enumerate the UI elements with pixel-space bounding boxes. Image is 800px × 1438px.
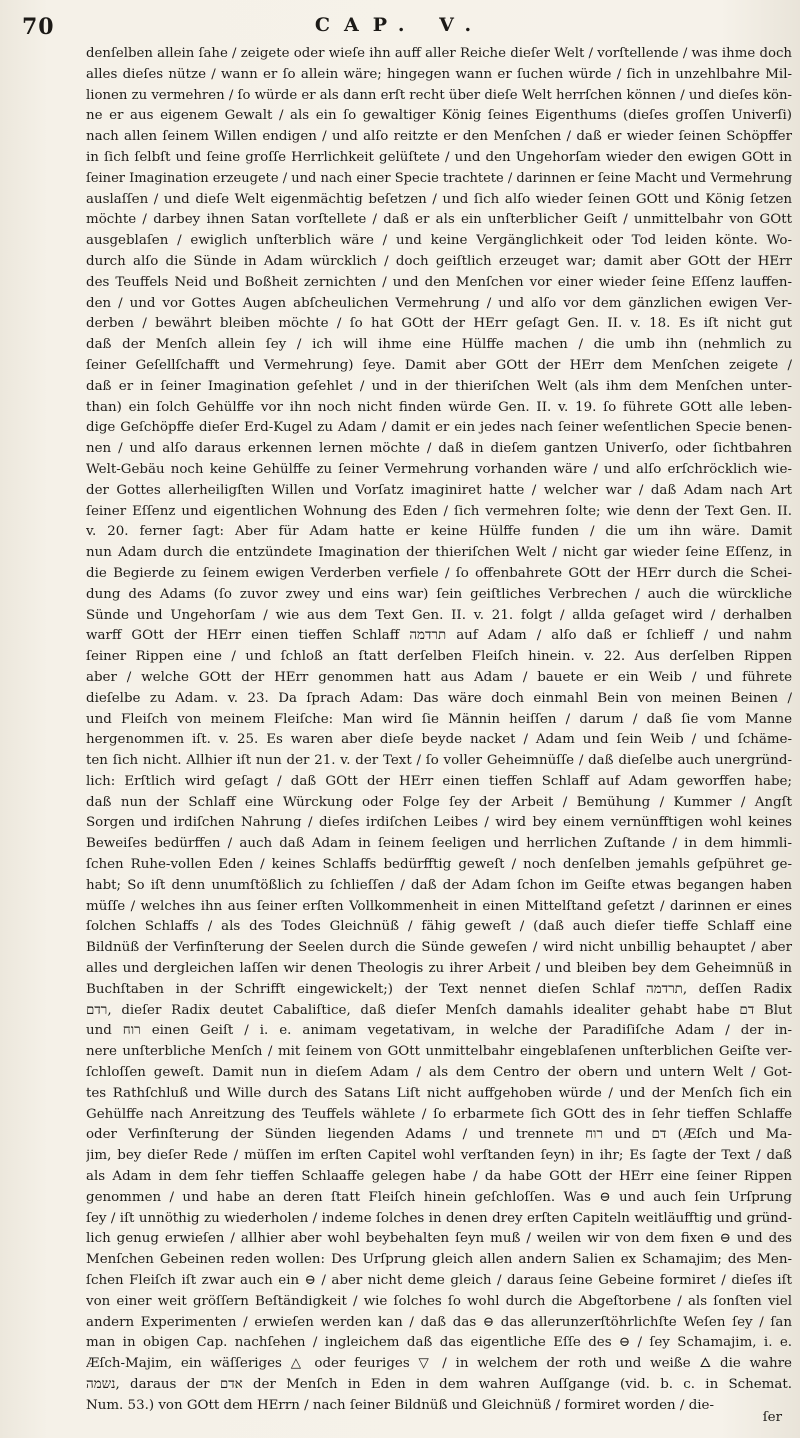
text-line: durch alſo die Sünde in Adam würcklich / doch geiſtlich erzeuget war; damit aber GOtt der HErr bbox=[86, 253, 792, 269]
text-line: lionen zu vermehren / ſo würde er als dann erſt recht über dieſe Welt herrſchen können / und dieſes kön- bbox=[86, 87, 792, 103]
text-line: in ſich ſelbſt und ſeine groſſe Herrlichkeit gelüſtete / und den Ungehorſam wieder den ewigen GOtt in bbox=[86, 149, 792, 165]
text-line: von einer weit gröſſern Beſtändigkeit / wie ſolches ſo wohl durch die Abgeſtorbene / als ſonſten viel bbox=[86, 1293, 792, 1309]
text-line: nere unſterbliche Menſch / mit ſeinem von GOtt unmittelbahr eingeblaſenen unſterblichen Geiſte ver- bbox=[86, 1044, 792, 1060]
catchword: ſer bbox=[762, 1410, 782, 1425]
text-line: aber / welche GOtt der HErr genommen hatt aus Adam / bauete er ein Weib / und führete bbox=[86, 669, 792, 685]
text-line: daß nun der Schlaff eine Würckung oder Folge ſey der Arbeit / Bemühung / Kummer / Angſt bbox=[86, 794, 792, 810]
text-line: nen / und alſo daraus erkennen lernen möchte / daß in dieſem gantzen Univerſo, oder ſichtbahren bbox=[86, 441, 792, 457]
text-line: man in obigen Cap. nachſehen / ingleichem daß das eigentliche Eſſe des ⊖ / ſey Schamajim, i. e. bbox=[86, 1335, 792, 1351]
text-line: derben / bewährt bleiben möchte / ſo hat GOtt der HErr geſagt Gen. II. v. 18. Es iſt nicht gut bbox=[86, 316, 792, 332]
text-line: ausgeblaſen / ewiglich unſterblich wäre / und keine Vergänglichkeit oder Tod leiden könte. Wo- bbox=[86, 233, 792, 249]
text-line: Æſch-Majim, ein wäſſeriges △ oder feuriges ▽ / in welchem der roth und weiße 🜂 die wahre bbox=[86, 1356, 792, 1372]
text-line: Bildnüß der Verfinſterung der Seelen durch die Sünde geweſen / wird nicht unbillig behauptet / aber bbox=[86, 940, 792, 956]
text-line: dieſelbe zu Adam. v. 23. Da ſprach Adam: Das wäre doch einmahl Bein von meinen Beinen / bbox=[86, 690, 792, 706]
text-line: des Teuffels Neid und Boßheit zernichten / und den Menſchen vor einer wieder ſeine Eſſenz lauffen- bbox=[86, 274, 792, 290]
text-line: lich: Erſtlich wird geſagt / daß GOtt der HErr einen tieffen Schlaff auf Adam geworffen habe; bbox=[86, 773, 792, 789]
text-line: dige Geſchöpffe dieſer Erd-Kugel zu Adam / damit er ein jedes nach ſeiner weſentlichen Specie benen- bbox=[86, 420, 792, 436]
text-line: andern Experimenten / erwieſen werden kan / daß das ⊖ das allerunzerſtöhrlichſte Weſen ſey / ſan bbox=[86, 1314, 792, 1330]
text-line: hergenommen iſt. v. 25. Es waren aber dieſe beyde nacket / Adam und ſein Weib / und ſchäme- bbox=[86, 732, 792, 748]
text-line: daß der Menſch allein ſey / ich will ihme eine Hülffe machen / die umb ihn (nehmlich zu bbox=[86, 337, 792, 353]
text-line: Sorgen und irdiſchen Nahrung / dieſes irdiſchen Leibes / wird bey einem vernünfftigen wohl keines bbox=[86, 815, 792, 831]
body-text bbox=[86, 44, 792, 1417]
running-head: CAP. V. bbox=[314, 14, 486, 36]
text-line: Welt-Gebäu noch keine Gehülffe zu ſeiner Vermehrung vorhanden wäre / und alſo erſchröcklich wie- bbox=[86, 461, 792, 477]
text-line: denſelben allein ſahe / zeigete oder wieſe ihn auff aller Reiche dieſer Welt / vorſtellende / was ihme doch bbox=[86, 46, 792, 61]
text-line: warff GOtt der HErr einen tieffen Schlaff תרדמה auf Adam / alſo daß er ſchlieff / und nahm bbox=[86, 628, 792, 644]
text-line: ne er aus eigenem Gewalt / als ein ſo gewaltiger König ſeines Eigenthums (dieſes groſſen Univerſi) bbox=[86, 108, 792, 124]
page-number: 70 bbox=[22, 14, 55, 40]
text-line: alles dieſes nütze / wann er ſo allein wäre; hingegen wann er ſuchen würde / ſich in unzehlbahre Mil- bbox=[86, 66, 792, 82]
text-line: ſey / iſt unnöthig zu wiederholen / indeme ſolches in denen drey erſten Capiteln weitläufftig und gründ- bbox=[86, 1210, 792, 1226]
text-line: ſchen Ruhe-vollen Eden / keines Schlaffs bedürfftig geweſt / noch denſelben jemahls geſpühret ge- bbox=[86, 857, 792, 873]
text-line: auslaſſen / und dieſe Welt eigenmächtig beſetzen / und ſich alſo wieder ſeinen GOtt und König ſetzen bbox=[86, 191, 792, 207]
text-line: רדם, dieſer Radix deutet Cabaliſtice, daß dieſer Menſch damahls idealiter gehabt habe דם Blut bbox=[86, 1002, 792, 1018]
text-line: ſolchen Schlaffs / als des Todes Gleichnüß / fähig geweſt / (daß auch dieſer tieffe Schlaff eine bbox=[86, 919, 792, 935]
text-line: und Fleiſch von meinem Fleiſche: Man wird ſie Männin heiſſen / darum / daß ſie vom Manne bbox=[86, 711, 792, 727]
text-line: Buchſtaben in der Schrifft eingewickelt;) der Text nennet dieſen Schlaf תרדמה, deſſen Radix bbox=[86, 981, 792, 997]
text-line: jim, bey dieſer Rede / müſſen im erſten Capitel wohl verſtanden ſeyn) in ihr; Es ſagte der Text / daß bbox=[86, 1148, 792, 1164]
text-line: ſeiner Geſellſchafft und Vermehrung) ſeye. Damit aber GOtt der HErr dem Menſchen zeigete / bbox=[86, 357, 792, 373]
text-line: als Adam in dem ſehr tieffen Schlaaffe gelegen habe / da habe GOtt der HErr eine ſeiner Rippen bbox=[86, 1169, 792, 1185]
text-line: nach allen ſeinem Willen endigen / und alſo reitzte er den Menſchen / daß er wieder ſeinen Schöpffer bbox=[86, 129, 792, 145]
text-line: der Gottes allerheiligſten Willen und Vorſatz imaginiret hatte / welcher war / daß Adam nach Art bbox=[86, 482, 792, 498]
text-line: oder Verfinſterung der Sünden liegenden Adams / und trennete רוח und דם (Æſch und Ma- bbox=[86, 1127, 792, 1143]
text-line: Num. 53.) von GOtt dem HErrn / nach ſeiner Bildnüß und Gleichnüß / formiret worden / die- bbox=[86, 1397, 715, 1413]
text-line: than) ein ſolch Gehülffe vor ihn noch nicht finden würde Gen. II. v. 19. ſo führete GOtt alle leben- bbox=[86, 399, 792, 415]
text-line: Sünde und Ungehorſam / wie aus dem Text Gen. II. v. 21. folgt / allda geſaget wird / derhalben bbox=[86, 607, 792, 623]
text-line: nun Adam durch die entzündete Imagination der thieriſchen Welt / nicht gar wieder ſeine Eſſenz, in bbox=[86, 545, 792, 561]
text-line: ſeiner Eſſenz und eigentlichen Wohnung des Eden / ſich vermehren ſolte; wie denn der Text Gen. II. bbox=[86, 503, 792, 519]
text-line: Beweiſes bedürffen / auch daß Adam in ſeinem ſeeligen und herrlichen Zuſtande / in dem himmli- bbox=[86, 836, 792, 852]
text-line: daß er in ſeiner Imagination geſehlet / und in der thieriſchen Welt (als ihm dem Menſchen unter- bbox=[86, 378, 792, 394]
text-line: habt; So iſt denn unumſtößlich zu ſchlieſſen / daß der Adam ſchon im Geiſte etwas begangen haben bbox=[86, 877, 792, 893]
text-line: Menſchen Gebeinen reden wollen: Des Urſprung gleich allen andern Salien ex Schamajim; des Men- bbox=[86, 1252, 792, 1268]
text-line: נשמה, daraus der אדם der Menſch in Eden in dem wahren Auſſgange (vid. b. c. in Schemat. bbox=[86, 1377, 792, 1392]
page-header bbox=[22, 14, 778, 44]
text-line: ten ſich nicht. Allhier iſt nun der 21. v. der Text / ſo voller Geheimnüſſe / daß dieſelbe auch unergründ- bbox=[86, 753, 792, 769]
text-line: alles und dergleichen laſſen wir denen Theologis zu ihrer Arbeit / und bleiben bey dem Geheimnüß in bbox=[86, 961, 792, 977]
text-line: möchte / darbey ihnen Satan vorſtellete / daß er als ein unſterblicher Geiſt / unmittelbahr von GOtt bbox=[86, 212, 792, 228]
text-line: und רוח einen Geiſt / i. e. animam vegetativam, in welche der Paradiſiſche Adam / der in- bbox=[86, 1023, 792, 1039]
text-line: müſſe / welches ihn aus ſeiner erſten Vollkommenheit in einen Mittelſtand geſetzt / darinnen er eines bbox=[86, 898, 792, 914]
text-line: den / und vor Gottes Augen abſcheulichen Vermehrung / und alſo vor dem gänzlichen ewigen Ver- bbox=[86, 295, 792, 311]
text-line: dung des Adams (ſo zuvor zwey und eins war) ſein geiſtliches Verbrechen / auch die würckliche bbox=[86, 586, 792, 602]
text-line: die Begierde zu ſeinem ewigen Verderben verfiele / ſo offenbahrete GOtt der HErr durch die Schei- bbox=[86, 565, 792, 581]
text-line: ſeiner Imagination erzeugete / und nach einer Specie trachtete / darinnen er ſeine Macht und Vermehrung bbox=[86, 170, 792, 186]
text-line: tes Rathſchluß und Wille durch des Satans Liſt nicht auffgehoben würde / und der Menſch ſich ein bbox=[86, 1085, 792, 1101]
text-line: lich genug erwieſen / allhier aber wohl beybehalten ſeyn muß / weilen wir von dem fixen ⊖ und des bbox=[86, 1231, 792, 1247]
text-line: ſchloſſen geweſt. Damit nun in dieſem Adam / als dem Centro der obern und untern Welt / Got- bbox=[86, 1065, 792, 1081]
text-line: v. 20. ferner ſagt: Aber für Adam hatte er keine Hülffe funden / die um ihn wäre. Damit bbox=[86, 524, 792, 540]
text-line: ſchen Fleiſch iſt zwar auch ein ⊖ / aber nicht deme gleich / daraus ſeine Gebeine formiret / dieſes iſt bbox=[86, 1273, 792, 1289]
text-line: Gehülffe nach Anreitzung des Teuffels wählete / ſo erbarmete ſich GOtt des in ſehr tieffen Schlaffe bbox=[86, 1106, 792, 1122]
text-line: ſeiner Rippen eine / und ſchloß an ſtatt derſelben Fleiſch hinein. v. 22. Aus derſelben Rippen bbox=[86, 649, 792, 665]
text-line: genommen / und habe an deren ſtatt Fleiſch hinein geſchloſſen. Was ⊖ und auch ſein Urſprung bbox=[86, 1189, 792, 1205]
